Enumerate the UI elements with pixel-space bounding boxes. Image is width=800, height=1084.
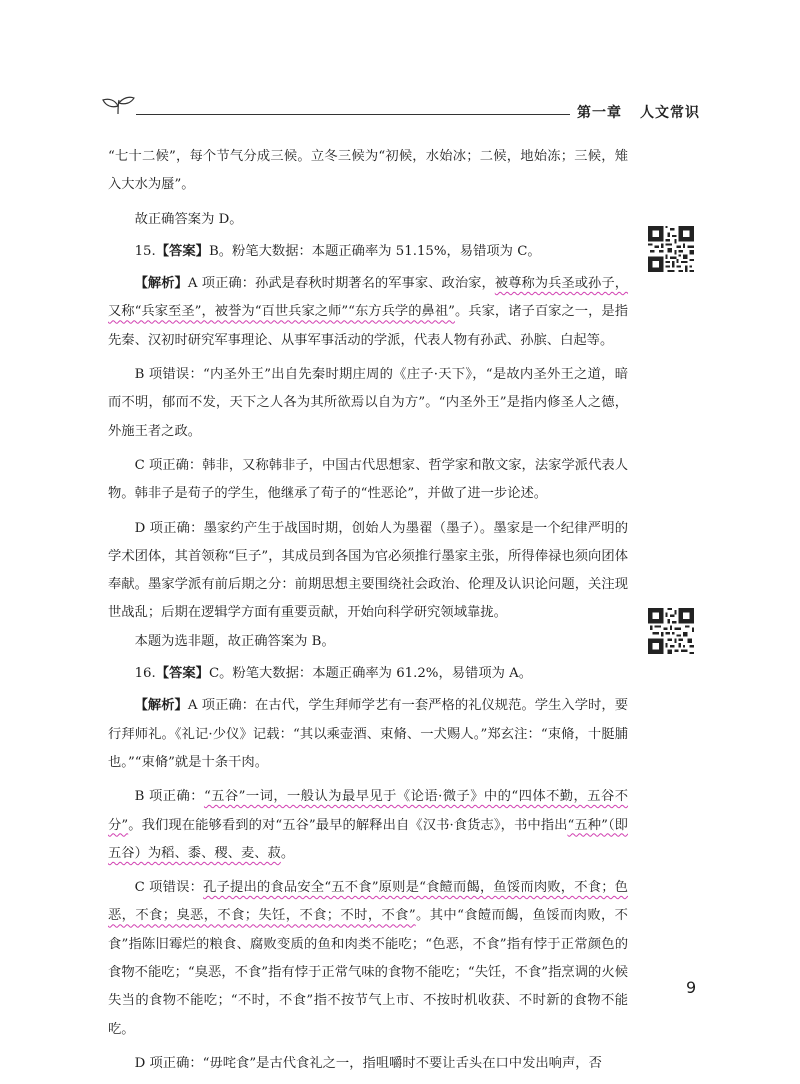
question-16-analysis-a: [108, 692, 628, 777]
analysis-text: 。: [280, 845, 295, 861]
page-body: [108, 143, 628, 1078]
paragraph-seventy-two-pentads: “七十二候”，每个节气分成三候。立冬三候为“初候，水始冰；二候，地始冻；三候，雉入大水为蜃”。: [108, 149, 628, 193]
question-15-conclusion: 本题为选非题，故正确答案为 B。: [134, 633, 335, 649]
page-header: [100, 92, 700, 122]
qr-code-icon[interactable]: [648, 608, 694, 654]
page-number: 9: [686, 978, 697, 997]
question-15-analysis-b: B 项错误：“内圣外王”出自先秦时期庄周的《庄子·天下》，“是故内圣外王之道，暗而不明，郁而不发，天下之人各为其所欲焉以自为方”。“内圣外王”是指内修圣人之德，外施王者之政。: [108, 367, 628, 439]
question-15-analysis-c: C 项正确：韩非，又称韩非子，中国古代思想家、哲学家和散文家，法家学派代表人物。韩非子是荀子的学生，他继承了荀子的“性恶论”，并做了进一步论述。: [108, 457, 628, 502]
analysis-text: 。兵家，诸子百家之一，是指先秦、汉初时研究军事理论、从事军事活动的学派，代表人物有孙武、孙膑、白起等。: [108, 304, 628, 348]
question-15-answer: [108, 238, 628, 266]
analysis-tag: 【解析】: [134, 276, 188, 292]
analysis-text: A 项正确：孙武是春秋时期著名的军事家、政治家，: [187, 276, 495, 292]
leaf-sprout-icon: [100, 94, 136, 116]
chapter-number: 第一章: [577, 105, 622, 121]
header-rule: [136, 114, 570, 115]
answer-text: C。粉笔大数据：本题正确率为 61.2%，易错项为 A。: [208, 666, 533, 682]
question-15-analysis-d: D 项正确：墨家约产生于战国时期，创始人为墨翟（墨子）。墨家是一个纪律严明的学术团体，其首领称“巨子”，其成员到各国为官必须推行墨家主张，所得俸禄也须向团体奉献。墨家学派有前后期之分：前期思想主要围绕社会政治、伦理及认识论问题，关注现世战乱；后期在逻辑学方面有重要贡献，开始向科学研究领域靠拢。: [108, 520, 628, 621]
answer-tag: 【答案】: [155, 666, 209, 682]
analysis-text: 。其中“食饐而餲，鱼馁而肉败，不食”指陈旧霉烂的粮食、腐败变质的鱼和肉类不能吃；“色恶，不食”指有悖于正常颜色的食物不能吃；“臭恶，不食”指有悖于正常气味的食物不能吃；“失饪，不食”指烹调的火候失当的食物不能吃；“不时，不食”指不按节气上市、不按时机收获、不时新的食物不能吃。: [108, 908, 628, 1037]
question-number: 15.: [134, 243, 156, 259]
question-16-analysis-b: [108, 783, 628, 868]
question-16-analysis-c: [108, 874, 628, 1044]
analysis-tag: 【解析】: [134, 698, 188, 714]
highlighted-text: 被尊称为兵圣或孙子，又称“兵家至圣”，被誉为“百世兵家之师”“东方兵学的鼻祖”: [108, 276, 629, 320]
answer-text: B。粉笔大数据：本题正确率为 51.15%，易错项为 C。: [208, 243, 541, 259]
highlighted-text: 孔子提出的食品安全“五不食”原则是“食饐而餲，鱼馁而肉败，不食；色恶，不食；臭恶，不食；失饪，不食；不时，不食”: [108, 880, 628, 924]
chapter-heading: [577, 102, 700, 122]
paragraph-answer-conclusion-14: 故正确答案为 D。: [134, 211, 243, 227]
qr-code-icon[interactable]: [648, 226, 694, 272]
question-16-answer: [108, 660, 628, 688]
analysis-text: B 项正确：: [134, 789, 204, 805]
question-number: 16.: [134, 666, 156, 682]
highlighted-text: “五谷”一词，一般认为最早见于《论语·微子》中的“四体不勤，五谷不分”: [108, 789, 629, 833]
question-16-analysis-d: D 项正确：“毋咤食”是古代食礼之一，指咀嚼时不要让舌头在口中发出响声，否: [134, 1055, 602, 1071]
answer-tag: 【答案】: [155, 243, 209, 259]
highlighted-text: “五种”（即五谷）为稻、黍、稷、麦、菽: [108, 817, 628, 861]
analysis-text: A 项正确：在古代，学生拜师学艺有一套严格的礼仪规范。学生入学时，要行拜师礼。《礼记·少仪》记载：“其以乘壶酒、束脩、一犬赐人。”郑玄注：“束脩，十脡脯也。”“束脩”就是十条干肉。: [108, 698, 628, 770]
question-15-analysis-a: [108, 270, 628, 355]
chapter-title: 人文常识: [640, 105, 700, 121]
analysis-text: 。我们现在能够看到的对“五谷”最早的解释出自《汉书·食货志》，书中指出: [128, 817, 568, 833]
analysis-text: C 项错误：: [134, 880, 204, 896]
